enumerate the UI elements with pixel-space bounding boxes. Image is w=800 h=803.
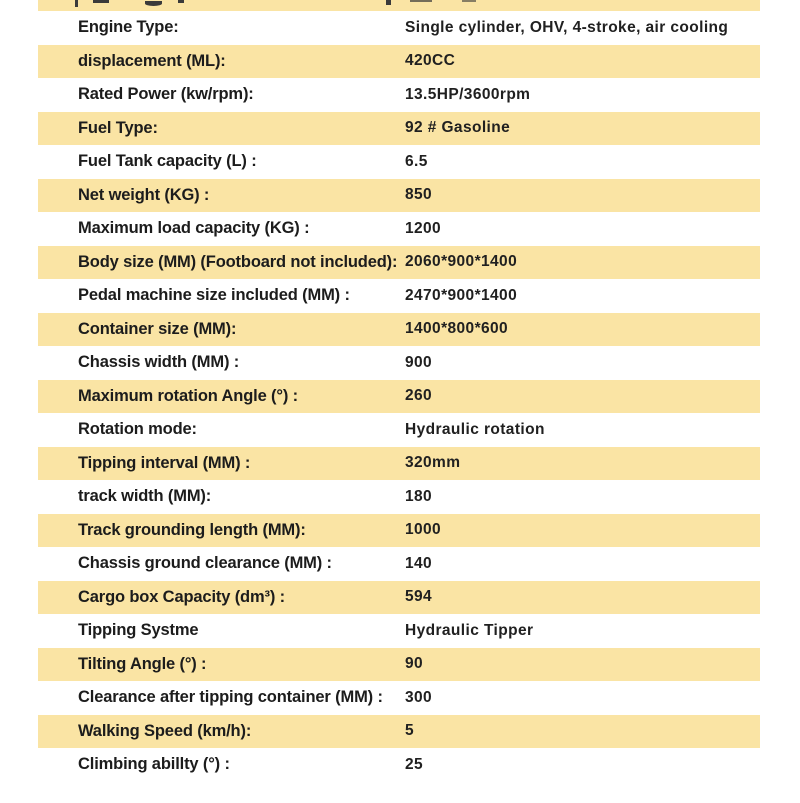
cropped-text-fragment bbox=[462, 0, 476, 2]
spec-value: 13.5HP/3600rpm bbox=[405, 85, 531, 103]
spec-value: 594 bbox=[405, 588, 433, 606]
spec-label: Tipping Systme bbox=[78, 621, 199, 640]
cropped-text-fragment bbox=[145, 1, 162, 6]
table-row bbox=[38, 447, 760, 481]
spec-label: track width (MM): bbox=[78, 487, 212, 506]
table-row bbox=[38, 313, 760, 347]
spec-label: Clearance after tipping container (MM) : bbox=[78, 688, 383, 707]
table-row bbox=[38, 145, 760, 179]
spec-value: 900 bbox=[405, 353, 433, 371]
spec-label: Fuel Type: bbox=[78, 118, 158, 137]
spec-value: 140 bbox=[405, 554, 433, 572]
spec-label: Walking Speed (km/h): bbox=[78, 721, 252, 740]
spec-value: 92 # Gasoline bbox=[405, 119, 511, 137]
table-row bbox=[38, 380, 760, 414]
spec-value: 420CC bbox=[405, 52, 456, 70]
table-row bbox=[38, 648, 760, 682]
spec-value: 2470*900*1400 bbox=[405, 286, 518, 304]
spec-label: Rated Power (kw/rpm): bbox=[78, 85, 254, 104]
table-row bbox=[38, 78, 760, 112]
spec-label: Pedal machine size included (MM) : bbox=[78, 286, 350, 305]
table-row bbox=[38, 480, 760, 514]
spec-value: 1000 bbox=[405, 521, 442, 539]
cropped-top-row bbox=[38, 0, 760, 11]
spec-value: Hydraulic rotation bbox=[405, 420, 545, 438]
spec-label: Maximum rotation Angle (°) : bbox=[78, 386, 298, 405]
spec-value: 320mm bbox=[405, 454, 461, 472]
table-row bbox=[38, 715, 760, 749]
spec-value: 180 bbox=[405, 487, 433, 505]
spec-label: Net weight (KG) : bbox=[78, 185, 210, 204]
spec-value: Single cylinder, OHV, 4-stroke, air cooling bbox=[405, 18, 729, 36]
spec-label: Tipping interval (MM) : bbox=[78, 453, 251, 472]
table-row bbox=[38, 45, 760, 79]
spec-label: Engine Type: bbox=[78, 18, 179, 37]
spec-value: 300 bbox=[405, 688, 433, 706]
spec-label: Rotation mode: bbox=[78, 420, 197, 439]
spec-label: Tilting Angle (°) : bbox=[78, 654, 207, 673]
table-row bbox=[38, 246, 760, 280]
spec-label: Fuel Tank capacity (L) : bbox=[78, 152, 257, 171]
spec-value: 850 bbox=[405, 186, 433, 204]
spec-value: Hydraulic Tipper bbox=[405, 621, 534, 639]
table-row bbox=[38, 179, 760, 213]
table-row bbox=[38, 614, 760, 648]
spec-label: Cargo box Capacity (dm³) : bbox=[78, 587, 285, 606]
cropped-text-fragment bbox=[410, 0, 432, 2]
spec-label: Chassis ground clearance (MM) : bbox=[78, 554, 332, 573]
cropped-text-fragment bbox=[178, 0, 184, 3]
table-row bbox=[38, 581, 760, 615]
spec-label: Track grounding length (MM): bbox=[78, 520, 306, 539]
spec-value: 260 bbox=[405, 387, 433, 405]
table-row bbox=[38, 11, 760, 45]
spec-label: Maximum load capacity (KG) : bbox=[78, 219, 310, 238]
spec-label: Chassis width (MM) : bbox=[78, 353, 240, 372]
cropped-text-fragment bbox=[93, 0, 109, 3]
spec-label: Container size (MM): bbox=[78, 319, 237, 338]
spec-label: displacement (ML): bbox=[78, 51, 226, 70]
spec-value: 1400*800*600 bbox=[405, 320, 509, 338]
spec-value: 25 bbox=[405, 755, 424, 773]
table-row bbox=[38, 112, 760, 146]
table-row bbox=[38, 547, 760, 581]
cropped-text-fragment bbox=[386, 0, 391, 5]
table-row bbox=[38, 681, 760, 715]
spec-rows bbox=[38, 11, 760, 782]
spec-value: 6.5 bbox=[405, 152, 428, 170]
table-row bbox=[38, 413, 760, 447]
table-row bbox=[38, 346, 760, 380]
spec-value: 1200 bbox=[405, 219, 442, 237]
table-row bbox=[38, 212, 760, 246]
table-row bbox=[38, 279, 760, 313]
table-row bbox=[38, 748, 760, 782]
spec-label: Climbing abillty (°) : bbox=[78, 755, 230, 774]
spec-label: Body size (MM) (Footboard not included): bbox=[78, 252, 398, 271]
table-row bbox=[38, 514, 760, 548]
spec-value: 90 bbox=[405, 655, 424, 673]
spec-value: 5 bbox=[405, 722, 415, 740]
cropped-text-fragment bbox=[75, 0, 78, 7]
spec-value: 2060*900*1400 bbox=[405, 253, 518, 271]
specification-table bbox=[38, 0, 760, 782]
